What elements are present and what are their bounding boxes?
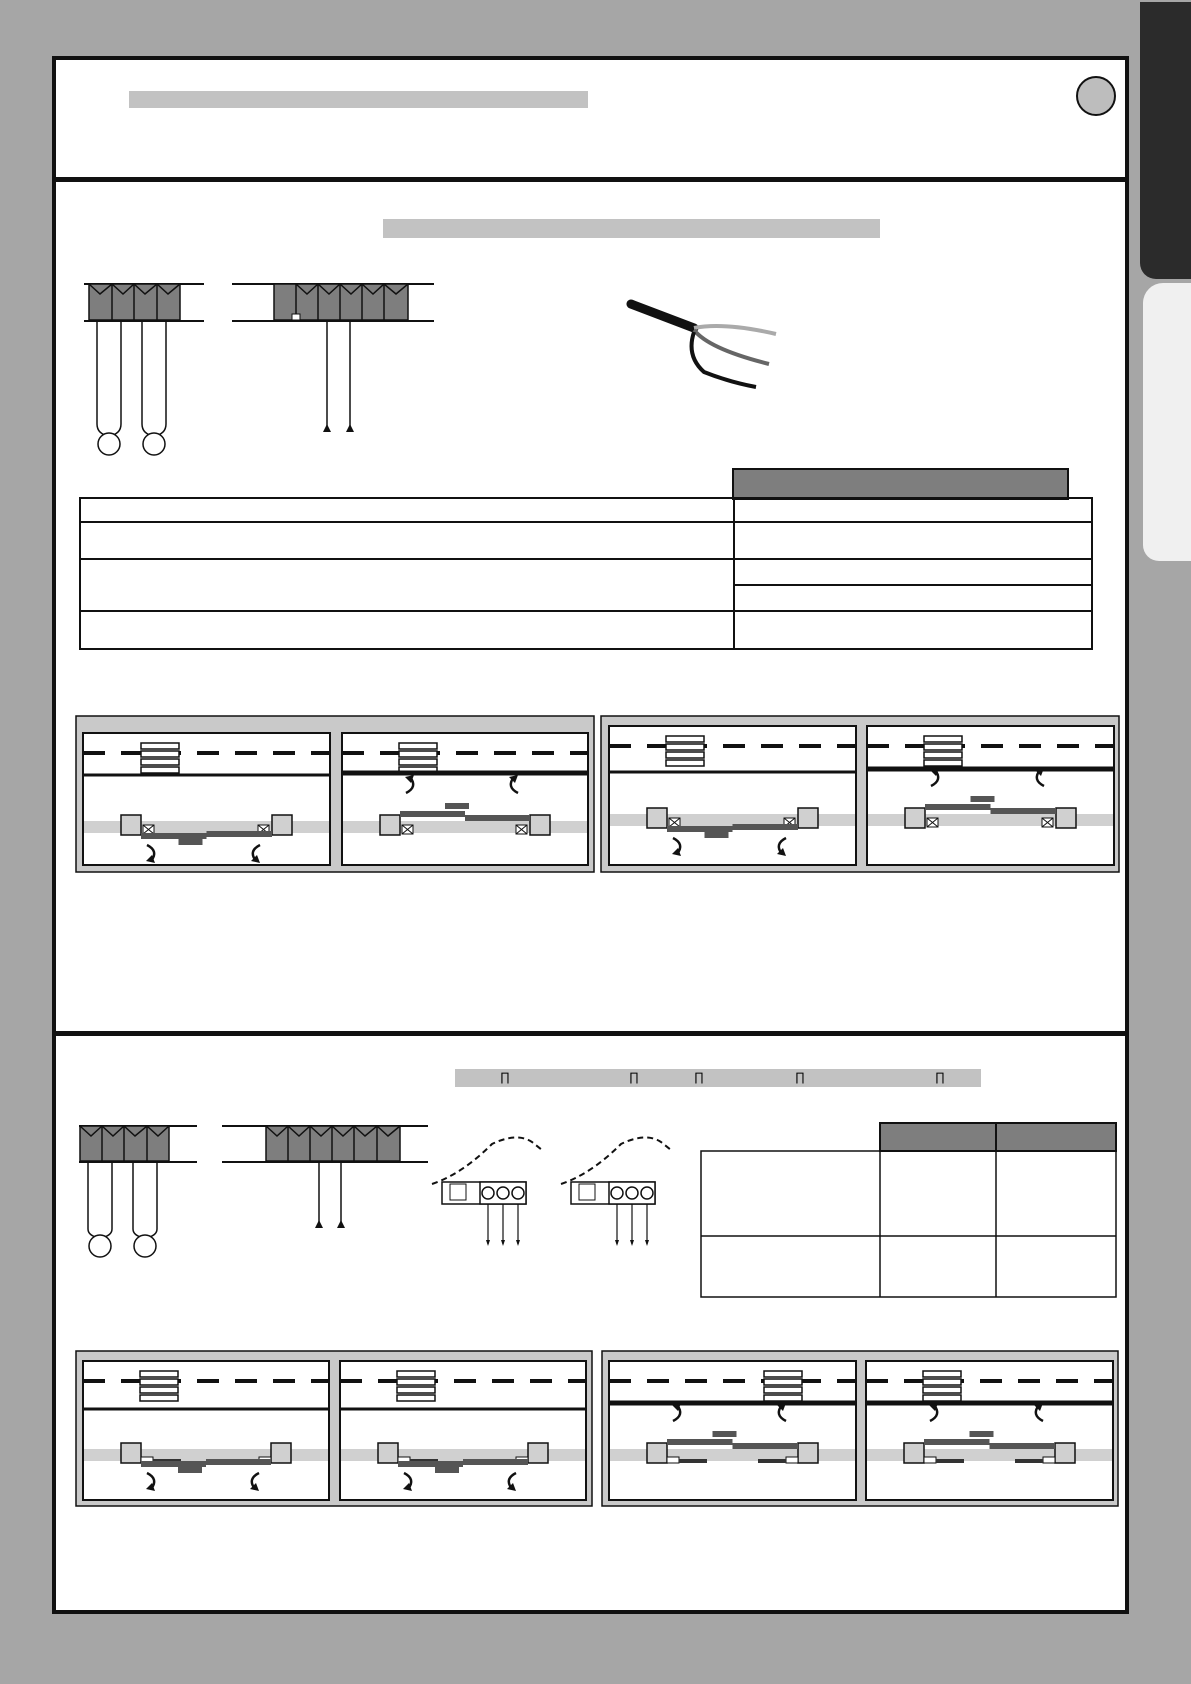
side-tab-inactive[interactable] <box>1143 283 1191 561</box>
section2-glyph: ∏ <box>935 1070 945 1084</box>
side-tab-active[interactable] <box>1140 2 1191 279</box>
section2-glyph: ∏ <box>500 1070 510 1084</box>
section2-glyph: ∏ <box>795 1070 805 1084</box>
page-frame <box>52 56 1129 1614</box>
section2-glyph: ∏ <box>694 1070 704 1084</box>
gate-diagram-icon <box>56 60 1126 1620</box>
section2-glyph: ∏ <box>629 1070 639 1084</box>
